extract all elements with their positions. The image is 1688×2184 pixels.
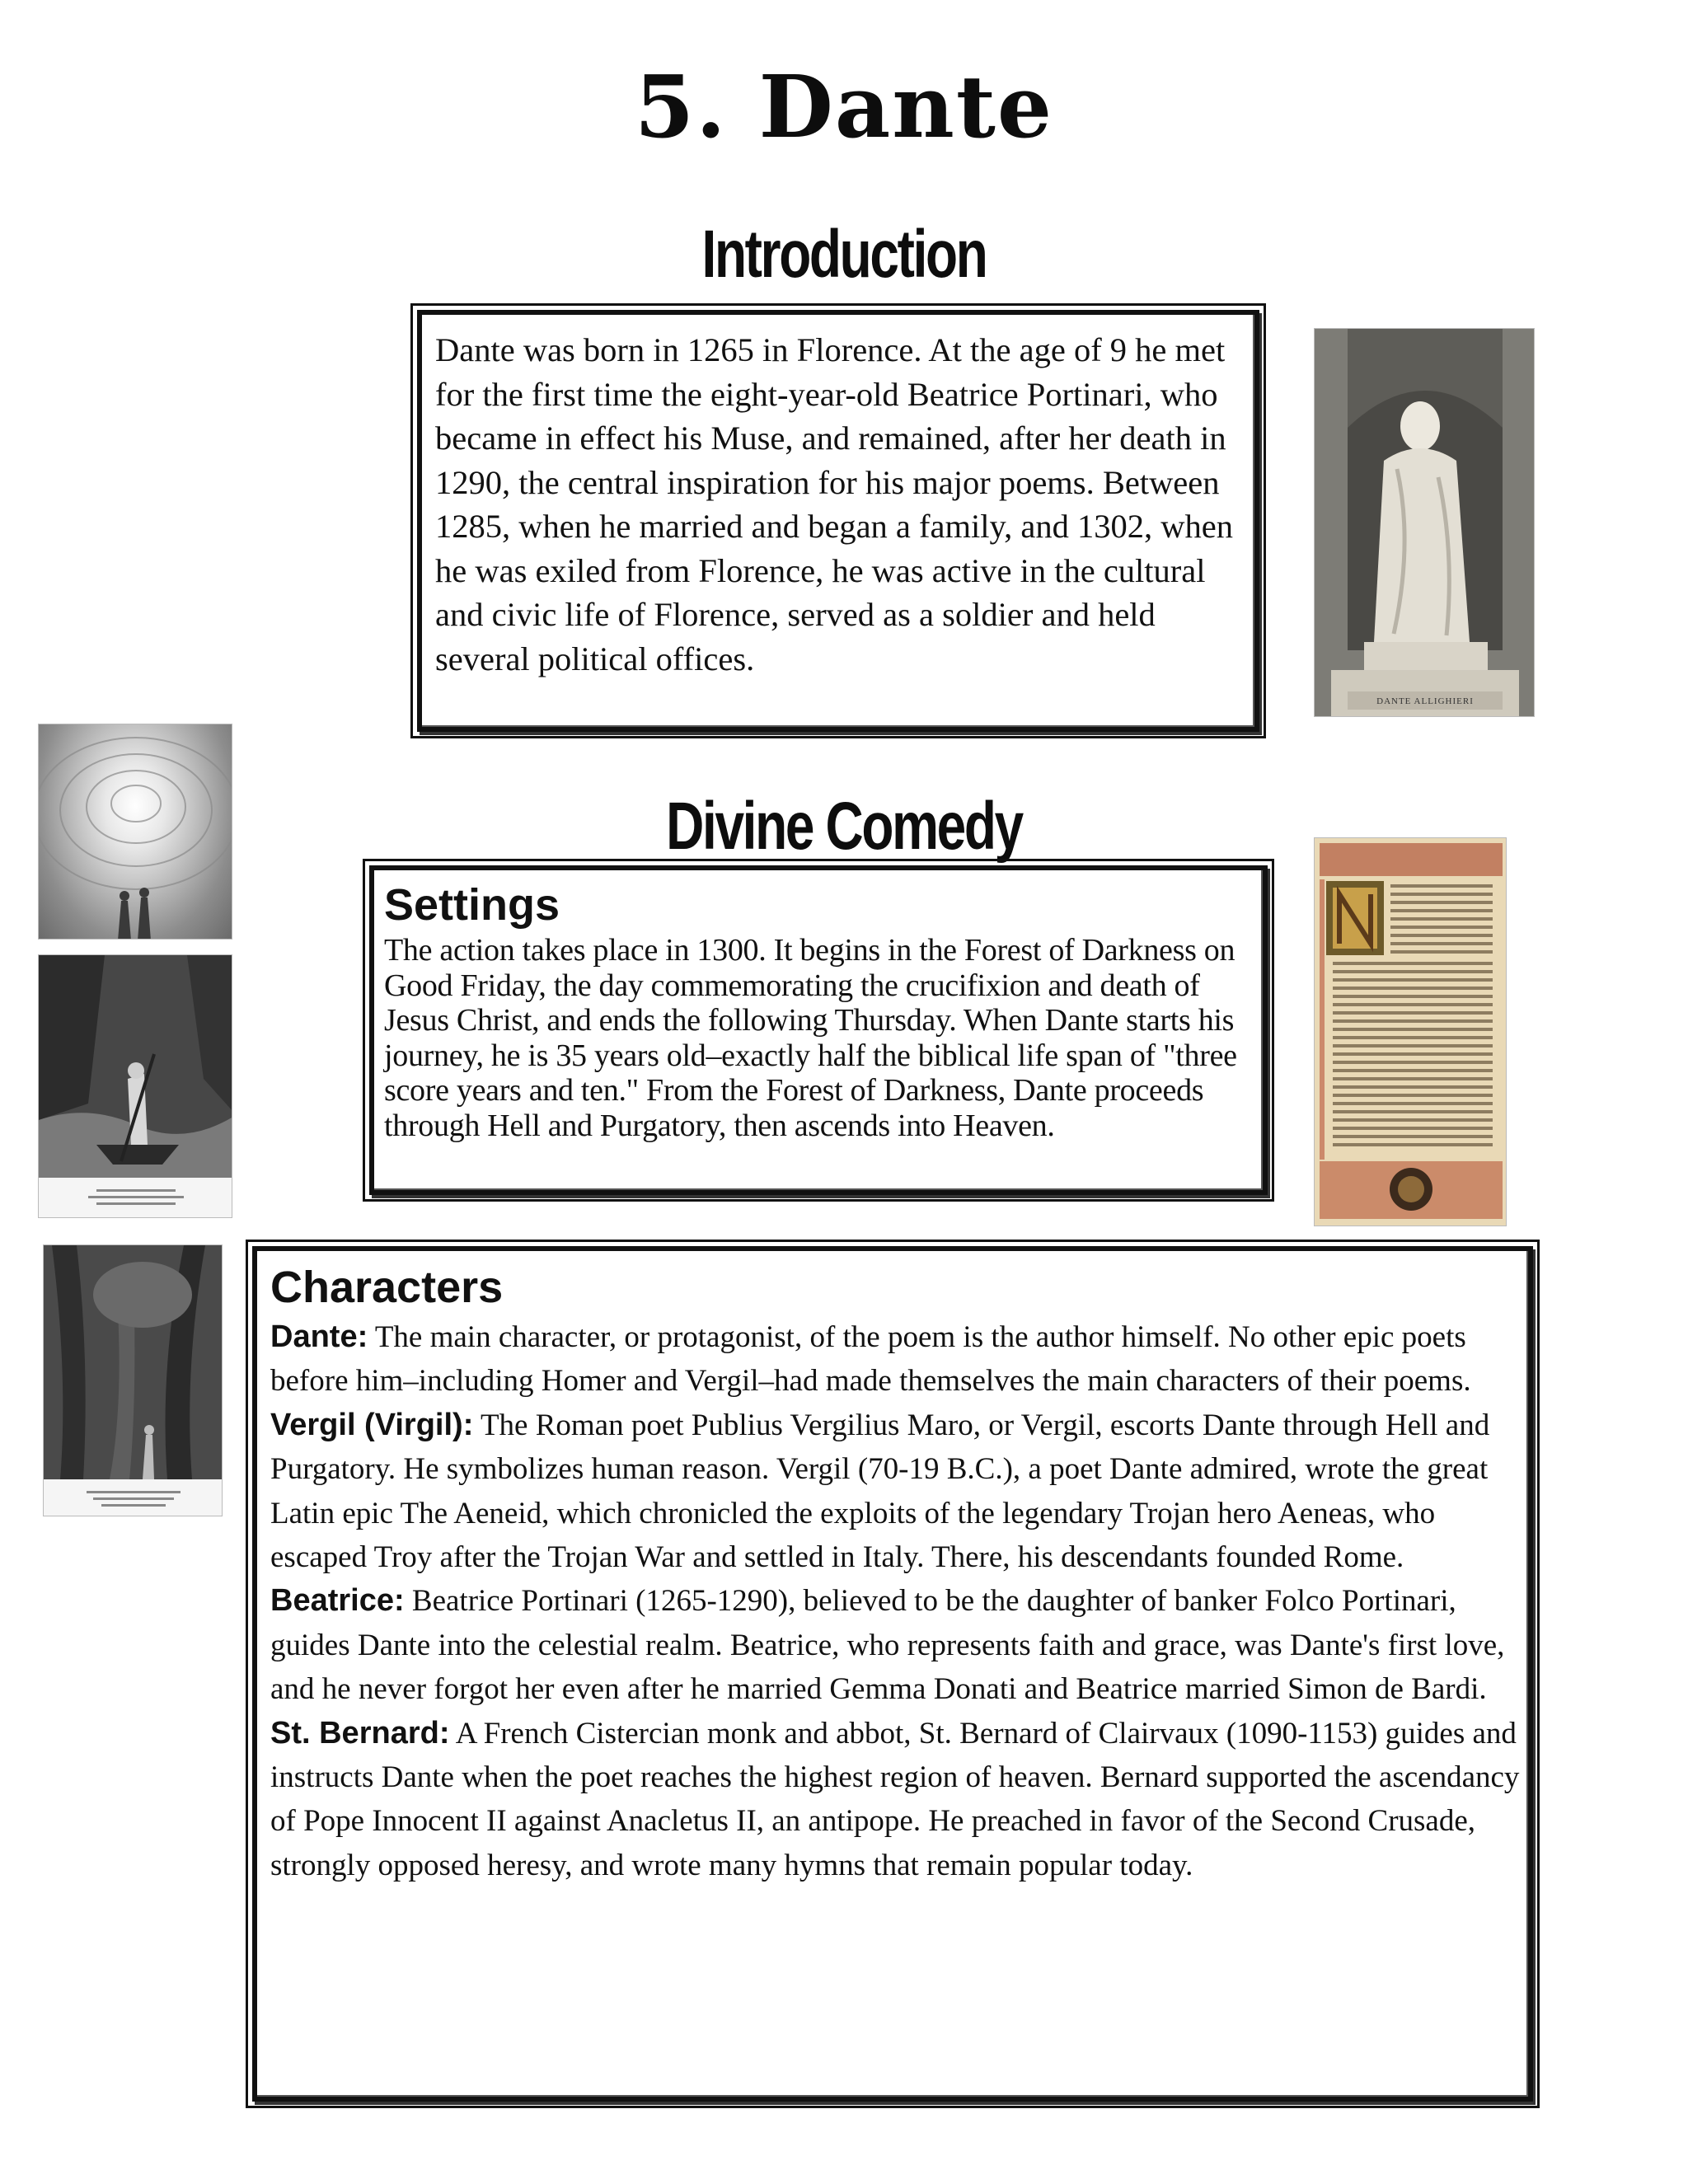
character-description: Beatrice Portinari (1265-1290), believed to be the daughter of banker Folco Portinari, guides Dante into the celestial realm. Beatrice, who represents faith and grace, was Dante's first love, and he never forgot her even after he married Gemma Donati and Beatrice married Simon de Bardi. — [270, 1584, 1505, 1707]
character-name: Vergil (Virgil): — [270, 1407, 474, 1442]
introduction-text: Dante was born in 1265 in Florence. At the age of 9 he met for the first time the eight-year-old Beatrice Portinari, who became in effect his Muse, and remained, after her death in 1290, the central inspiration for his major poems. Between 1285, when he married and began a family, and 1302, when he was exiled from Florence, he was active in the cultural and civic life of Florence, served as a soldier and held several political offices. — [435, 331, 1233, 677]
character-name: Beatrice: — [270, 1583, 405, 1619]
settings-box — [369, 865, 1268, 1195]
paradise-drawing — [39, 724, 232, 940]
manuscript-image — [1314, 837, 1507, 1226]
character-entry-vergil — [270, 1404, 1520, 1580]
character-entry-beatrice — [270, 1579, 1520, 1711]
page-title: 5. Dante — [634, 56, 1054, 157]
character-entry-st-bernard — [270, 1712, 1520, 1888]
settings-text: The action takes place in 1300. It begins in the Forest of Darkness on Good Friday, the day commemorating the crucifixion and death of Jesus Christ, and ends the following Thursday. When Dante starts his journey, he is 35 years old–exactly half the biblical life span of "three score years and ten." From the Forest of Darkness, Dante proceeds through Hell and Purgatory, then ascends into Heaven. — [384, 933, 1237, 1143]
character-name: St. Bernard: — [270, 1715, 450, 1750]
character-entry-dante — [270, 1315, 1520, 1404]
dante-statue-image — [1314, 328, 1535, 717]
characters-list — [270, 1315, 1520, 1887]
statue-caption: DANTE ALLIGHIERI — [1376, 696, 1474, 706]
statue-drawing — [1315, 329, 1535, 717]
introduction-box — [417, 310, 1259, 732]
character-description: A French Cistercian monk and abbot, St. Bernard of Clairvaux (1090-1153) guides and instructs Dante when the poet reaches the highest region of heaven. Bernard supported the ascendancy of Pope Innocent II against Anacletus II, an antipope. He preached in favor of the Second Crusade, strongly opposed heresy, and wrote many hymns that remain popular today. — [270, 1716, 1520, 1882]
characters-heading: Characters — [270, 1263, 504, 1312]
forest-drawing — [44, 1245, 223, 1516]
manuscript-drawing — [1315, 838, 1507, 1226]
charon-boat-engraving-image — [38, 954, 232, 1218]
character-description: The Roman poet Publius Vergilius Maro, or Vergil, escorts Dante through Hell and Purgatory. He symbolizes human reason. Vergil (70-19 B.C.), a poet Dante admired, wrote the great Latin epic The Aeneid, which chronicled the exploits of the legendary Trojan hero Aeneas, who escaped Troy after the Trojan War and settled in Italy. There, his descendants founded Rome. — [270, 1408, 1490, 1575]
divine-comedy-heading: Divine Comedy — [666, 789, 1022, 864]
dark-forest-engraving-image — [43, 1244, 223, 1516]
character-name: Dante: — [270, 1319, 368, 1354]
charon-drawing — [39, 955, 232, 1218]
settings-heading: Settings — [384, 880, 560, 930]
paradise-engraving-image — [38, 724, 232, 940]
character-description: The main character, or protagonist, of the poem is the author himself. No other epic poets before him–including Homer and Vergil–had made themselves the main characters of their poems. — [270, 1320, 1471, 1399]
characters-box — [252, 1246, 1533, 2102]
introduction-heading: Introduction — [701, 217, 987, 292]
